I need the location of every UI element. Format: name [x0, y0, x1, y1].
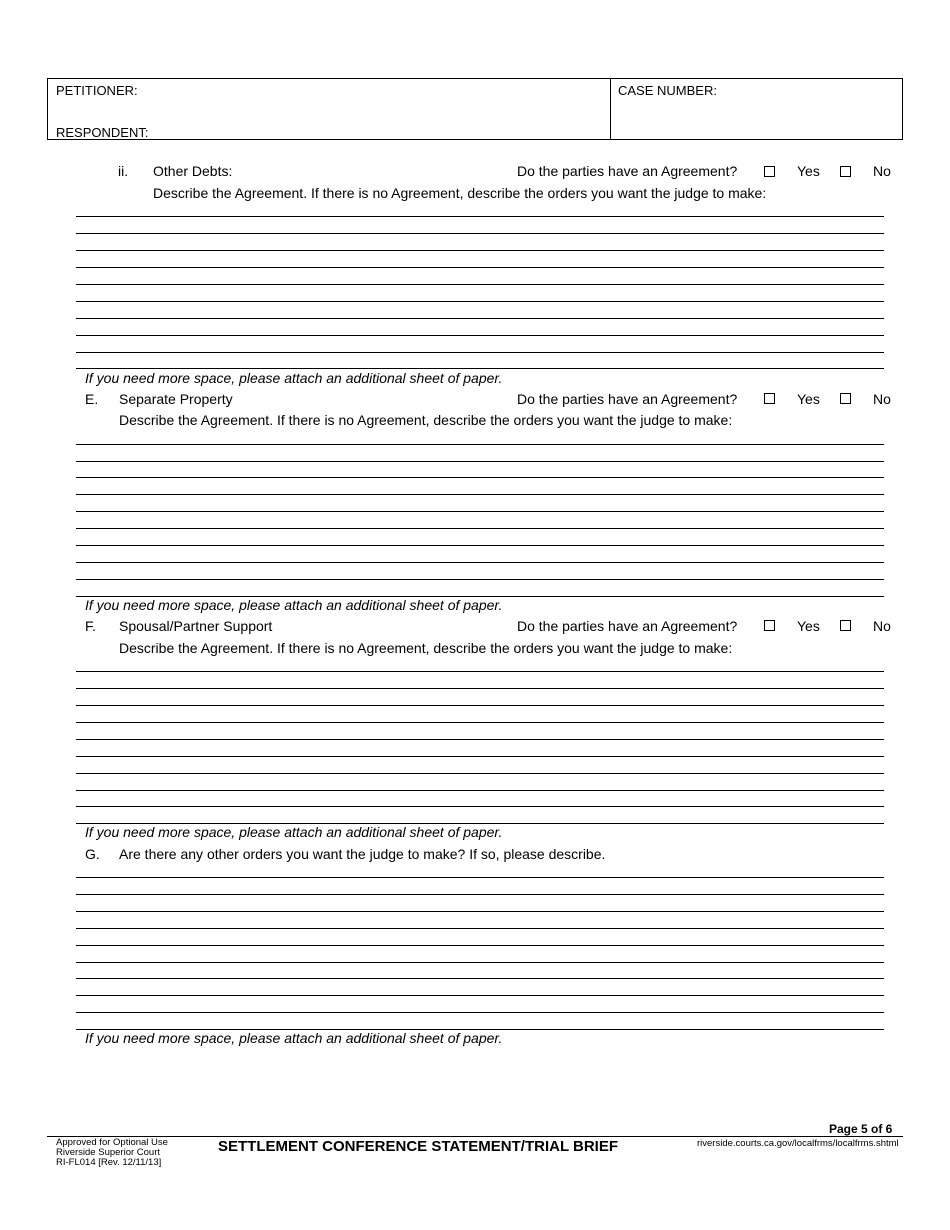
section-e-line[interactable] — [76, 444, 884, 445]
section-ii-marker: ii. — [118, 163, 129, 179]
section-f-line[interactable] — [76, 705, 884, 706]
caption-divider — [610, 79, 611, 139]
case-number-label: CASE NUMBER: — [618, 83, 717, 98]
petitioner-label: PETITIONER: — [56, 83, 138, 98]
section-ii-line[interactable] — [76, 301, 884, 302]
section-ii-line[interactable] — [76, 216, 884, 217]
section-g-more-space-note: If you need more space, please attach an additional sheet of paper. — [85, 1030, 503, 1046]
section-f-line[interactable] — [76, 671, 884, 672]
section-e-yes-label: Yes — [797, 391, 820, 407]
section-e-line[interactable] — [76, 461, 884, 462]
section-ii-line[interactable] — [76, 284, 884, 285]
section-g-line[interactable] — [76, 945, 884, 946]
section-e-yes-checkbox[interactable] — [764, 393, 775, 404]
section-f-yes-label: Yes — [797, 618, 820, 634]
section-f-describe: Describe the Agreement. If there is no Agreement, describe the orders you want the judge to make: — [119, 640, 733, 656]
section-f-no-label: No — [873, 618, 891, 634]
form-title: SETTLEMENT CONFERENCE STATEMENT/TRIAL BRIEF — [218, 1138, 618, 1155]
section-g-line[interactable] — [76, 1012, 884, 1013]
footer-approved-line-1: Approved for Optional Use — [56, 1137, 168, 1148]
section-g-marker: G. — [85, 846, 100, 862]
section-g-line[interactable] — [76, 877, 884, 878]
section-g-line[interactable] — [76, 894, 884, 895]
section-f-yes-checkbox[interactable] — [764, 620, 775, 631]
section-f-marker: F. — [85, 618, 96, 634]
section-f-line[interactable] — [76, 806, 884, 807]
section-ii-yes-checkbox[interactable] — [764, 166, 775, 177]
section-f-line[interactable] — [76, 739, 884, 740]
footer-rule — [47, 1136, 903, 1137]
caption-box — [47, 78, 903, 140]
footer-url[interactable]: riverside.courts.ca.gov/localfrms/localfrms.shtml — [697, 1138, 899, 1149]
section-g-title: Are there any other orders you want the judge to make? If so, please describe. — [119, 846, 606, 862]
section-e-line[interactable] — [76, 562, 884, 563]
section-e-title: Separate Property — [119, 391, 233, 407]
section-f-agreement-question: Do the parties have an Agreement? — [517, 618, 738, 634]
section-ii-line[interactable] — [76, 335, 884, 336]
section-f-line[interactable] — [76, 722, 884, 723]
section-ii-line[interactable] — [76, 267, 884, 268]
section-ii-agreement-question: Do the parties have an Agreement? — [517, 163, 738, 179]
section-f-line[interactable] — [76, 790, 884, 791]
section-g-line[interactable] — [76, 995, 884, 996]
page-number: Page 5 of 6 — [829, 1122, 893, 1136]
section-f-line[interactable] — [76, 756, 884, 757]
section-ii-no-checkbox[interactable] — [840, 166, 851, 177]
section-f-line[interactable] — [76, 688, 884, 689]
section-ii-line[interactable] — [76, 233, 884, 234]
section-ii-more-space-note: If you need more space, please attach an additional sheet of paper. — [85, 370, 503, 386]
section-e-line[interactable] — [76, 494, 884, 495]
section-g-line[interactable] — [76, 911, 884, 912]
section-e-describe: Describe the Agreement. If there is no Agreement, describe the orders you want the judge to make: — [119, 412, 733, 428]
section-e-more-space-note: If you need more space, please attach an additional sheet of paper. — [85, 597, 503, 613]
section-e-line[interactable] — [76, 528, 884, 529]
footer-form-number: RI-FL014 [Rev. 12/11/13] — [56, 1157, 162, 1168]
respondent-label: RESPONDENT: — [56, 125, 149, 140]
section-g-line[interactable] — [76, 928, 884, 929]
section-ii-line[interactable] — [76, 368, 884, 369]
section-f-more-space-note: If you need more space, please attach an additional sheet of paper. — [85, 824, 503, 840]
section-ii-yes-label: Yes — [797, 163, 820, 179]
section-e-no-label: No — [873, 391, 891, 407]
section-ii-title: Other Debts: — [153, 163, 233, 179]
section-ii-describe: Describe the Agreement. If there is no Agreement, describe the orders you want the judge to make: — [153, 185, 767, 201]
section-e-line[interactable] — [76, 511, 884, 512]
section-e-agreement-question: Do the parties have an Agreement? — [517, 391, 738, 407]
section-g-line[interactable] — [76, 978, 884, 979]
section-e-no-checkbox[interactable] — [840, 393, 851, 404]
section-f-line[interactable] — [76, 773, 884, 774]
section-g-line[interactable] — [76, 962, 884, 963]
section-ii-line[interactable] — [76, 250, 884, 251]
footer-approved-line-2: Riverside Superior Court — [56, 1147, 161, 1158]
section-ii-line[interactable] — [76, 318, 884, 319]
section-f-title: Spousal/Partner Support — [119, 618, 273, 634]
section-e-line[interactable] — [76, 579, 884, 580]
section-ii-no-label: No — [873, 163, 891, 179]
section-e-line[interactable] — [76, 477, 884, 478]
section-e-marker: E. — [85, 391, 99, 407]
section-e-line[interactable] — [76, 545, 884, 546]
section-f-no-checkbox[interactable] — [840, 620, 851, 631]
section-ii-line[interactable] — [76, 352, 884, 353]
